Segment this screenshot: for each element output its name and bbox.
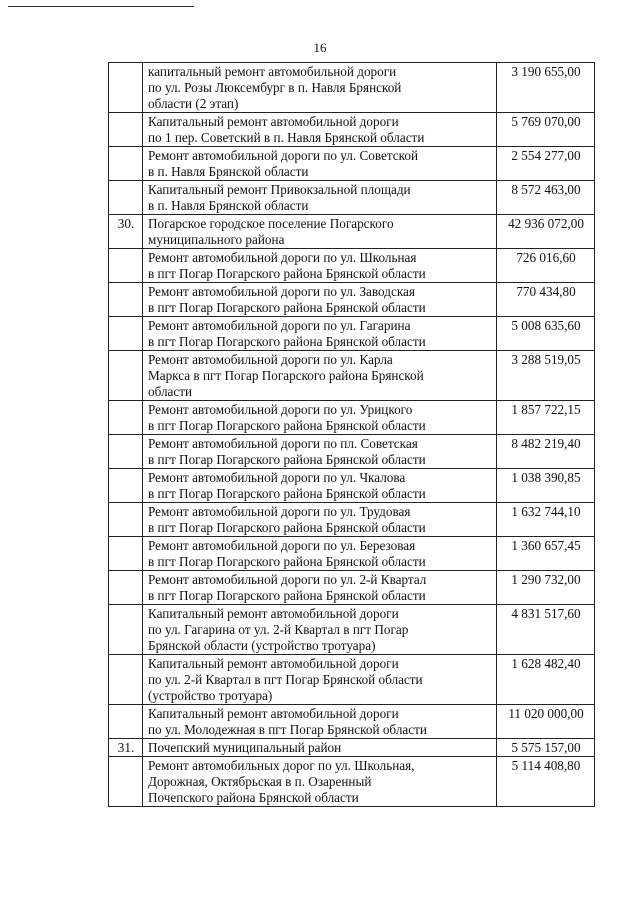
row-amount: 11 020 000,00	[497, 705, 595, 739]
row-description	[143, 215, 497, 249]
row-description	[143, 435, 497, 469]
row-description	[143, 63, 497, 113]
description-line: по 1 пер. Советский в п. Навля Брянской области	[148, 130, 425, 145]
row-amount: 1 857 722,15	[497, 401, 595, 435]
table-row	[109, 655, 595, 705]
row-amount: 4 831 517,60	[497, 605, 595, 655]
description-line: муниципального района	[148, 232, 285, 247]
description-line: в п. Навля Брянской области	[148, 198, 309, 213]
row-amount: 1 632 744,10	[497, 503, 595, 537]
row-amount: 1 360 657,45	[497, 537, 595, 571]
description-line: Ремонт автомобильной дороги по ул. Урицкого	[148, 402, 413, 417]
row-amount: 8 482 219,40	[497, 435, 595, 469]
row-number	[109, 469, 143, 503]
row-number	[109, 757, 143, 807]
description-line: в пгт Погар Погарского района Брянской области	[148, 588, 426, 603]
description-line: Ремонт автомобильной дороги по ул. 2-й Квартал	[148, 572, 427, 587]
row-amount: 2 554 277,00	[497, 147, 595, 181]
row-number	[109, 317, 143, 351]
description-line: по ул. Розы Люксембург в п. Навля Брянской	[148, 80, 402, 95]
row-description	[143, 113, 497, 147]
description-line: Ремонт автомобильной дороги по ул. Березовая	[148, 538, 416, 553]
table-row	[109, 537, 595, 571]
table-row	[109, 113, 595, 147]
row-description	[143, 317, 497, 351]
description-line: Ремонт автомобильной дороги по ул. Школьная	[148, 250, 417, 265]
row-number	[109, 705, 143, 739]
table-row	[109, 401, 595, 435]
row-description	[143, 705, 497, 739]
row-description	[143, 655, 497, 705]
row-number	[109, 605, 143, 655]
description-line: Ремонт автомобильной дороги по пл. Советская	[148, 436, 418, 451]
description-line: Ремонт автомобильной дороги по ул. Чкалова	[148, 470, 406, 485]
row-amount: 5 008 635,60	[497, 317, 595, 351]
row-description	[143, 401, 497, 435]
description-line: в пгт Погар Погарского района Брянской области	[148, 418, 426, 433]
budget-table-body	[109, 63, 595, 807]
description-line: в пгт Погар Погарского района Брянской области	[148, 452, 426, 467]
row-amount: 42 936 072,00	[497, 215, 595, 249]
description-line: области	[148, 384, 193, 399]
table-row	[109, 739, 595, 757]
description-line: в пгт Погар Погарского района Брянской области	[148, 266, 426, 281]
row-description	[143, 283, 497, 317]
table-row	[109, 571, 595, 605]
table-row	[109, 317, 595, 351]
row-amount: 770 434,80	[497, 283, 595, 317]
description-line: Капитальный ремонт автомобильной дороги	[148, 114, 399, 129]
row-number	[109, 181, 143, 215]
description-line: Почепского района Брянской области	[148, 790, 359, 805]
table-row	[109, 351, 595, 401]
row-amount: 726 016,60	[497, 249, 595, 283]
row-number	[109, 283, 143, 317]
row-number	[109, 351, 143, 401]
row-number	[109, 147, 143, 181]
table-row	[109, 705, 595, 739]
description-line: по ул. Молодежная в пгт Погар Брянской области	[148, 722, 427, 737]
table-row	[109, 147, 595, 181]
description-line: (устройство тротуара)	[148, 688, 273, 703]
description-line: Ремонт автомобильной дороги по ул. Заводская	[148, 284, 415, 299]
row-number	[109, 571, 143, 605]
description-line: Брянской области (устройство тротуара)	[148, 638, 376, 653]
description-line: Ремонт автомобильной дороги по ул. Карла	[148, 352, 393, 367]
top-rule	[8, 6, 194, 7]
row-number	[109, 401, 143, 435]
description-line: в пгт Погар Погарского района Брянской области	[148, 486, 426, 501]
table-row	[109, 469, 595, 503]
budget-table	[108, 62, 595, 807]
row-number	[109, 113, 143, 147]
row-amount: 5 575 157,00	[497, 739, 595, 757]
table-row	[109, 503, 595, 537]
description-line: Капитальный ремонт автомобильной дороги	[148, 706, 399, 721]
row-description	[143, 503, 497, 537]
row-description	[143, 605, 497, 655]
description-line: в пгт Погар Погарского района Брянской области	[148, 520, 426, 535]
description-line: Ремонт автомобильных дорог по ул. Школьная,	[148, 758, 415, 773]
row-number	[109, 435, 143, 469]
description-line: Погарское городское поселение Погарского	[148, 216, 394, 231]
row-amount: 8 572 463,00	[497, 181, 595, 215]
table-row	[109, 249, 595, 283]
row-amount: 3 190 655,00	[497, 63, 595, 113]
description-line: Маркса в пгт Погар Погарского района Брянской	[148, 368, 424, 383]
description-line: Ремонт автомобильной дороги по ул. Трудовая	[148, 504, 411, 519]
description-line: Дорожная, Октябрьская в п. Озаренный	[148, 774, 372, 789]
row-amount: 1 290 732,00	[497, 571, 595, 605]
row-number	[109, 503, 143, 537]
row-amount: 1 038 390,85	[497, 469, 595, 503]
row-amount: 5 114 408,80	[497, 757, 595, 807]
table-row	[109, 435, 595, 469]
row-number	[109, 63, 143, 113]
table-row	[109, 215, 595, 249]
row-number: 30.	[109, 215, 143, 249]
description-line: в пгт Погар Погарского района Брянской области	[148, 300, 426, 315]
description-line: по ул. 2-й Квартал в пгт Погар Брянской области	[148, 672, 423, 687]
row-description	[143, 571, 497, 605]
row-number: 31.	[109, 739, 143, 757]
row-description	[143, 351, 497, 401]
row-description	[143, 469, 497, 503]
table-row	[109, 283, 595, 317]
row-description	[143, 757, 497, 807]
row-amount: 5 769 070,00	[497, 113, 595, 147]
row-description	[143, 181, 497, 215]
description-line: в пгт Погар Погарского района Брянской области	[148, 334, 426, 349]
row-amount: 1 628 482,40	[497, 655, 595, 705]
row-description	[143, 537, 497, 571]
description-line: Капитальный ремонт Привокзальной площади	[148, 182, 411, 197]
row-description	[143, 147, 497, 181]
description-line: Ремонт автомобильной дороги по ул. Советской	[148, 148, 419, 163]
description-line: области (2 этап)	[148, 96, 239, 111]
description-line: в пгт Погар Погарского района Брянской области	[148, 554, 426, 569]
row-number	[109, 249, 143, 283]
row-description	[143, 249, 497, 283]
description-line: капитальный ремонт автомобильной дороги	[148, 64, 397, 79]
row-description	[143, 739, 497, 757]
row-number	[109, 537, 143, 571]
description-line: Почепский муниципальный район	[148, 740, 342, 755]
description-line: Капитальный ремонт автомобильной дороги	[148, 656, 399, 671]
description-line: Капитальный ремонт автомобильной дороги	[148, 606, 399, 621]
description-line: по ул. Гагарина от ул. 2-й Квартал в пгт Погар	[148, 622, 409, 637]
description-line: в п. Навля Брянской области	[148, 164, 309, 179]
table-row	[109, 181, 595, 215]
row-number	[109, 655, 143, 705]
description-line: Ремонт автомобильной дороги по ул. Гагарина	[148, 318, 411, 333]
table-row	[109, 63, 595, 113]
table-row	[109, 605, 595, 655]
page-number: 16	[313, 40, 327, 55]
table-row	[109, 757, 595, 807]
row-amount: 3 288 519,05	[497, 351, 595, 401]
